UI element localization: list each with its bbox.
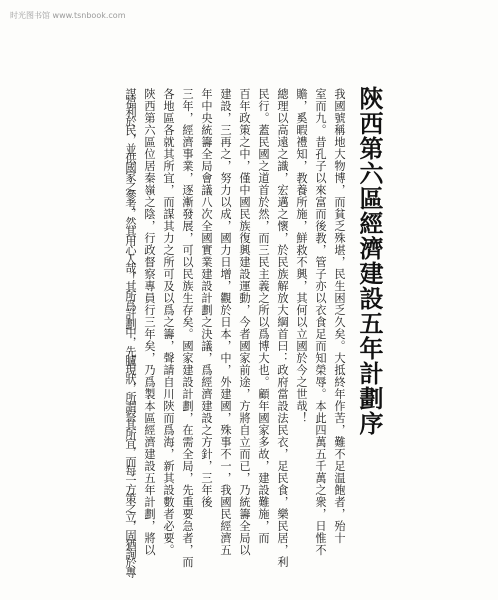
text-column: 三年，經濟事業，逐漸發展，可以民族生存矣。國家建設計劃，在需全局，先重要急者，而 — [181, 88, 194, 568]
text-column: 謀福利於民，並供國家之參考，然其用心人哉！其所爲計劃中，先臚現狀，所謂察其所宜，而每一方策之立，固猶詢於專 — [124, 88, 137, 576]
text-column: 室而九。昔孔子以來富而後教，管子亦以衣食足而知榮辱。本此四萬五千萬之衆，日惟不 — [314, 88, 327, 556]
watermark-text: 时光图书馆 www.tsnbook.com — [10, 11, 126, 20]
text-column: 年中央統籌全局會議八次全國實業建設計劃之決議，爲經濟建設之方針，三年後 — [200, 88, 213, 508]
document-title: 陝西第六區經濟建設五年計劃序 — [355, 86, 384, 436]
text-column: 陝西第六區位居秦嶺之陰，行政督察專員行三年矣，乃爲製本區經濟建設五年計劃，將以 — [143, 88, 156, 556]
text-column: 建設，三再之，努力以成，國力日增，觀於日本，中，外建國，殊事不一，我國民經濟五 — [219, 88, 232, 556]
text-column: 贍，奚暇禮知，教養所施，鮮救不興，其何以立國於今之世哉！ — [295, 88, 308, 424]
text-column: 各地區各就其所宜，而謀其力之所可及以爲之籌，聲請自川陝而爲海，新其設數者必要。 — [162, 88, 175, 556]
text-column: 總理以高遠之識，宏邁之懷，於民族解放大綱首曰：政府當設法民衣，足民食，樂民居，利 — [276, 88, 289, 568]
text-column: 百年政策之中，僅中國民族復興建設運動，今者國家前途，方將自立而已，乃統籌全局以 — [238, 88, 251, 556]
text-column: 民行。蓋民國之道首於然，而三民主義之所以爲博大也。顧年國家多故，建設難施，而 — [257, 88, 270, 544]
text-column: 我國號稱地大物博，而貧乏殊堪，民生困乏久矣。大抵終年作苦，難不足温飽者，殆十 — [333, 88, 346, 544]
